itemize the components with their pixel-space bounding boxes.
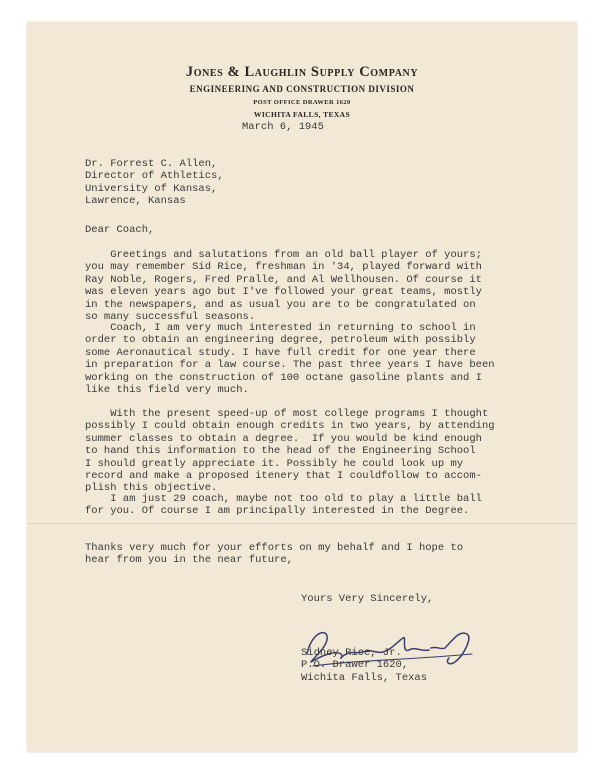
body-line: I should greatly appreciate it. Possibly he could look up my xyxy=(85,457,464,470)
body-line: hear from you in the near future, xyxy=(85,554,293,567)
recipient-address xyxy=(85,158,224,208)
recipient-line: Director of Athletics, xyxy=(85,170,224,183)
signer-name: Sidney Rice, Jr. xyxy=(301,647,402,659)
recipient-line: Lawrence, Kansas xyxy=(85,195,186,208)
letterhead-po-box: POST OFFICE DRAWER 1620 xyxy=(253,99,351,106)
body-line: Thanks very much for your efforts on my behalf and I hope to xyxy=(85,542,464,554)
body-line: so many successful seasons. xyxy=(85,311,256,324)
body-line: I am just 29 coach, maybe not too old to play a little ball xyxy=(85,493,482,505)
letterhead-city: WICHITA FALLS, TEXAS xyxy=(253,110,351,119)
recipient-line: University of Kansas, xyxy=(85,182,218,195)
fold-crease xyxy=(27,523,577,524)
signer-address-line: Wichita Falls, Texas xyxy=(301,671,428,684)
body-line: summer classes to obtain a degree. If you would be kind enough xyxy=(85,432,482,445)
body-line: to hand this information to the head of the Engineering School xyxy=(85,445,476,458)
body-line: was eleven years ago but I've followed your great teams, mostly xyxy=(85,286,482,299)
body-line: Coach, I am very much interested in returning to school in xyxy=(85,322,476,334)
body-line: Ray Noble, Rogers, Fred Pralle, and Al Wellhousen. Of course it xyxy=(85,273,482,286)
body-line: in preparation for a law course. The past three years I have been xyxy=(85,359,495,372)
body-line: in the newspapers, and as usual you are to be congratulated on xyxy=(85,298,476,311)
signer-address-line: P.O. Drawer 1620, xyxy=(301,659,409,672)
body-line: like this field very much. xyxy=(85,384,249,397)
body-paragraph-4 xyxy=(85,493,482,518)
body-line: Greetings and salutations from an old ball player of yours; xyxy=(85,249,482,261)
body-paragraph-2 xyxy=(85,322,495,396)
body-line: some Aeronautical study. I have full credit for one year there xyxy=(85,346,476,359)
body-paragraph-1 xyxy=(85,249,482,323)
letter-sheet xyxy=(27,22,577,752)
body-line: With the present speed-up of most college programs I thought xyxy=(85,408,489,420)
signature-block xyxy=(301,647,427,684)
body-line: you may remember Sid Rice, freshman in '34, played forward with xyxy=(85,261,482,274)
complimentary-close: Yours Very Sincerely, xyxy=(301,593,434,605)
body-line: possibly I could obtain enough credits in two years, by attending xyxy=(85,420,495,433)
letter-date: March 6, 1945 xyxy=(242,121,324,133)
recipient-line: Dr. Forrest C. Allen, xyxy=(85,158,218,170)
body-paragraph-5 xyxy=(85,542,463,567)
body-paragraph-3 xyxy=(85,408,495,495)
body-line: order to obtain an engineering degree, petroleum with possibly xyxy=(85,334,476,347)
body-line: plish this objective. xyxy=(85,482,218,495)
body-line: working on the construction of 100 octane gasoline plants and I xyxy=(85,371,482,384)
letterhead-division: ENGINEERING AND CONSTRUCTION DIVISION xyxy=(189,84,415,94)
letterhead-company: Jones & Laughlin Supply Company xyxy=(185,64,419,80)
body-line: record and make a proposed itenery that I couldfollow to accom- xyxy=(85,470,482,483)
salutation: Dear Coach, xyxy=(85,224,155,236)
body-line: for you. Of course I am principally interested in the Degree. xyxy=(85,505,470,518)
